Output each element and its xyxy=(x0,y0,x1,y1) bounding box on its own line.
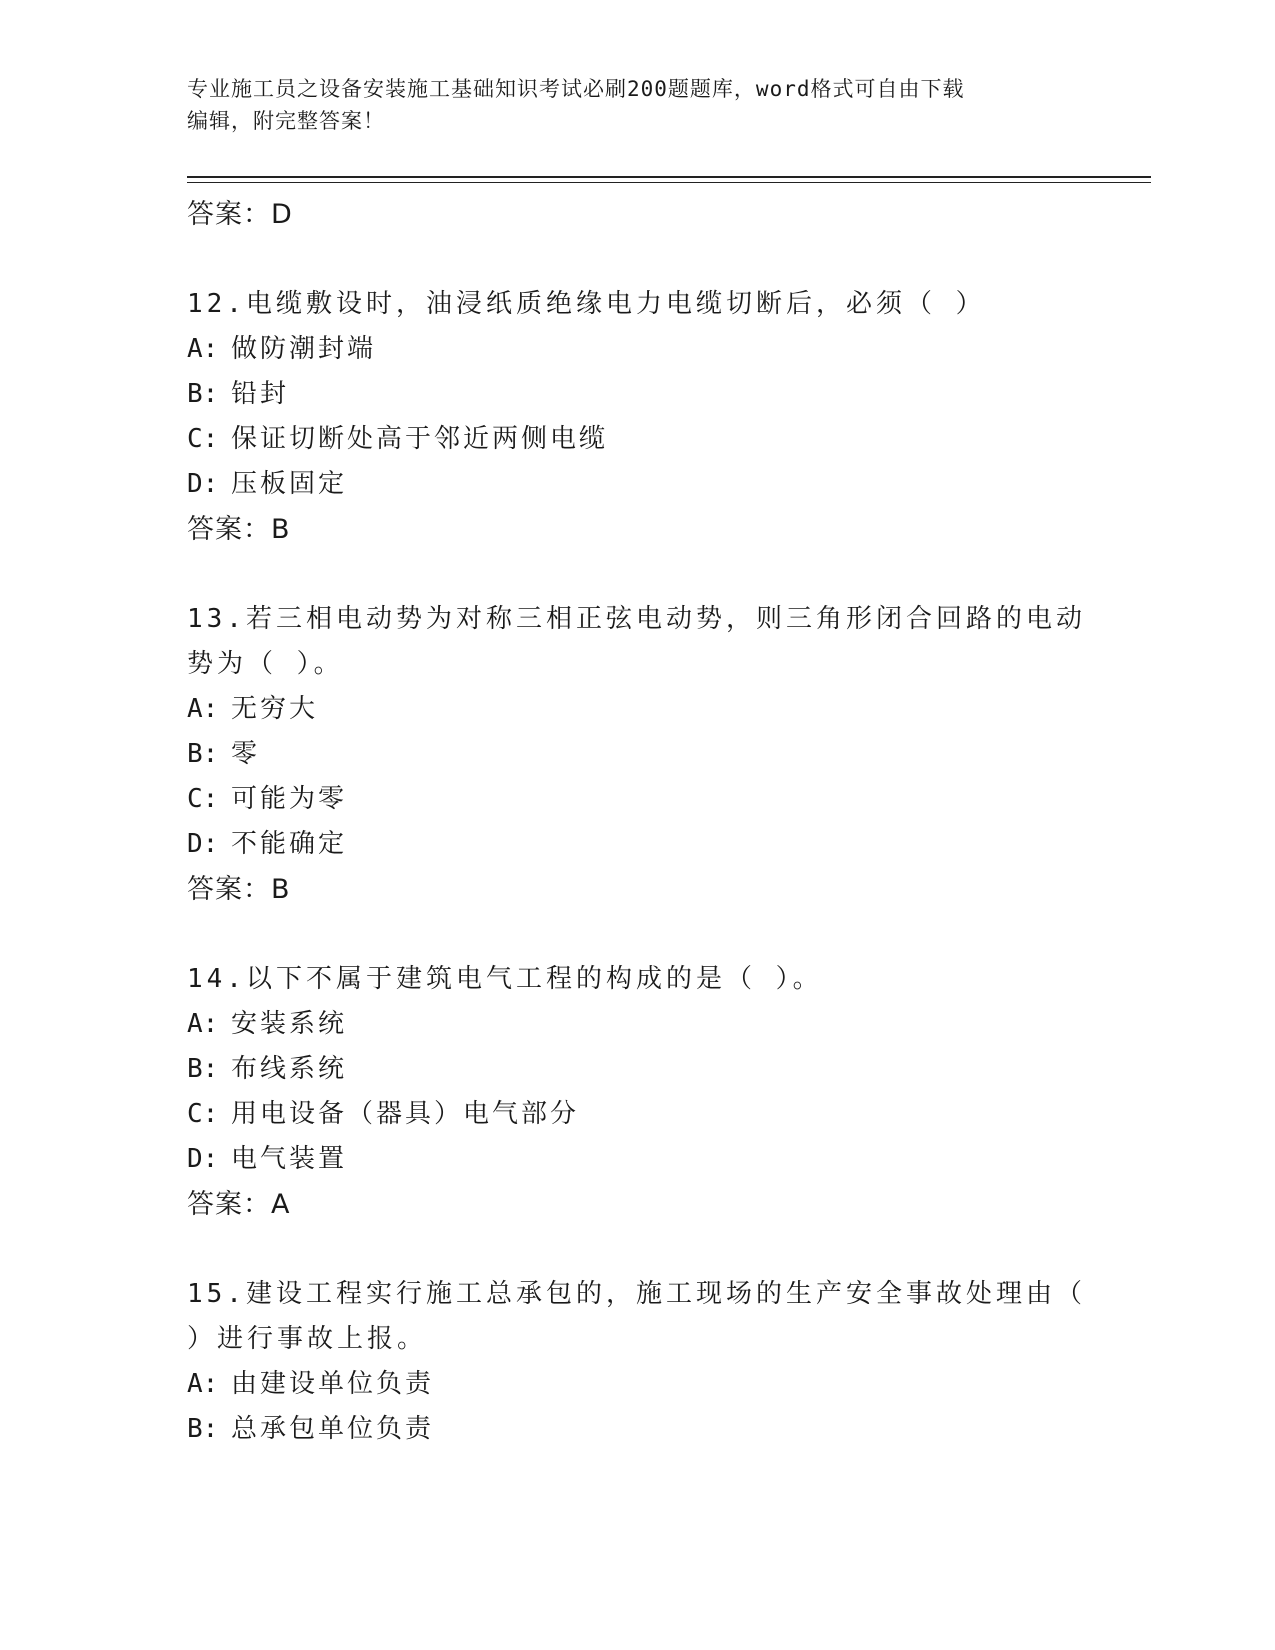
option-key: D: xyxy=(187,469,219,499)
option-text: 无穷大 xyxy=(231,694,319,724)
option-key: C: xyxy=(187,784,219,814)
option-key: D: xyxy=(187,829,219,859)
question-list xyxy=(187,192,1087,1452)
option-b xyxy=(187,1047,1087,1092)
answer: 答案：A xyxy=(187,1189,291,1220)
option-c xyxy=(187,777,1087,822)
option-text: 安装系统 xyxy=(231,1009,348,1039)
option-a xyxy=(187,1362,1087,1407)
option-a xyxy=(187,327,1087,372)
question-text: 15.建设工程实行施工总承包的，施工现场的生产安全事故处理由（ ）进行事故上报。 xyxy=(187,1279,1086,1354)
question-text: 14.以下不属于建筑电气工程的构成的是（ ）。 xyxy=(187,964,823,994)
option-key: C: xyxy=(187,1099,219,1129)
header-divider-thin xyxy=(187,182,1151,183)
option-d xyxy=(187,1137,1087,1182)
option-key: B: xyxy=(187,379,219,409)
question-13 xyxy=(187,597,1087,913)
option-key: C: xyxy=(187,424,219,454)
option-key: A: xyxy=(187,694,219,724)
option-key: D: xyxy=(187,1144,219,1174)
option-a xyxy=(187,1002,1087,1047)
option-d xyxy=(187,822,1087,867)
option-text: 压板固定 xyxy=(231,469,348,499)
option-key: A: xyxy=(187,1009,219,1039)
question-text: 12.电缆敷设时，油浸纸质绝缘电力电缆切断后，必须（ ） xyxy=(187,289,986,319)
option-c xyxy=(187,417,1087,462)
option-key: A: xyxy=(187,334,219,364)
option-text: 可能为零 xyxy=(231,784,348,814)
option-key: A: xyxy=(187,1369,219,1399)
option-text: 总承包单位负责 xyxy=(231,1414,435,1444)
option-key: B: xyxy=(187,739,219,769)
option-text: 零 xyxy=(231,739,261,769)
option-b xyxy=(187,372,1087,417)
previous-answer: 答案：D xyxy=(187,199,293,230)
answer: 答案：B xyxy=(187,874,291,905)
option-text: 用电设备（器具）电气部分 xyxy=(231,1099,580,1129)
question-12 xyxy=(187,282,1087,553)
question-text: 13.若三相电动势为对称三相正弦电动势，则三角形闭合回路的电动势为（ ）。 xyxy=(187,604,1086,679)
option-key: B: xyxy=(187,1414,219,1444)
option-text: 做防潮封端 xyxy=(231,334,377,364)
option-text: 保证切断处高于邻近两侧电缆 xyxy=(231,424,609,454)
option-b xyxy=(187,732,1087,777)
document-header xyxy=(187,73,1067,137)
option-text: 由建设单位负责 xyxy=(231,1369,435,1399)
option-c xyxy=(187,1092,1087,1137)
header-divider-thick xyxy=(187,176,1151,178)
option-text: 铅封 xyxy=(231,379,290,409)
header-title-line2: 编辑，附完整答案！ xyxy=(187,109,385,133)
option-b xyxy=(187,1407,1087,1452)
option-text: 布线系统 xyxy=(231,1054,348,1084)
question-15 xyxy=(187,1272,1087,1452)
option-a xyxy=(187,687,1087,732)
option-text: 不能确定 xyxy=(231,829,348,859)
option-d xyxy=(187,462,1087,507)
answer: 答案：B xyxy=(187,514,291,545)
header-title-line1: 专业施工员之设备安装施工基础知识考试必刷200题题库，word格式可自由下载 xyxy=(187,77,965,101)
option-key: B: xyxy=(187,1054,219,1084)
question-14 xyxy=(187,957,1087,1228)
option-text: 电气装置 xyxy=(231,1144,348,1174)
